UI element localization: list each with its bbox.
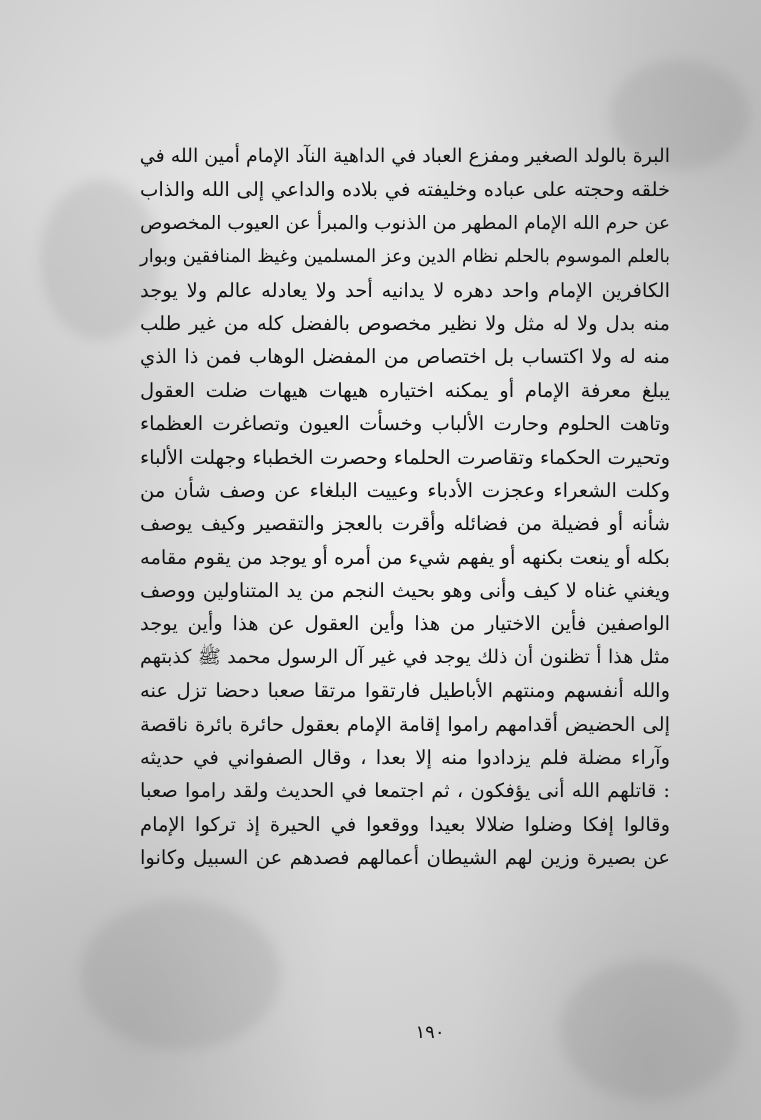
text-line-11: وكلت الشعراء وعجزت الأدباء وعييت البلغاء عن وصف شأن من [140,478,670,502]
text-line-7: منه له ولا اكتساب بل اختصاص من المفضل الوهاب فمن ذا الذي [140,345,670,369]
text-line-6: منه بدل ولا له مثل ولا نظير مخصوص بالفضل كله من غير طلب [140,311,670,335]
paper-stain [560,960,740,1100]
text-line-12: شأنه أو فضيلة من فضائله وأقرت بالعجز والتقصير وكيف يوصف [140,512,670,536]
text-line-16: مثل هذا أ تظنون أن ذلك يوجد في غير آل الرسول محمد ﷺ كذبتهم [140,645,670,668]
text-line-13: بكله أو ينعت بكنهه أو يفهم شيء من أمره أو يوجد من يقوم مقامه [140,545,670,569]
text-line-8: يبلغ معرفة الإمام أو يمكنه اختياره هيهات هيهات ضلت العقول [140,378,670,402]
text-line-17: والله أنفسهم ومنتهم الأباطيل فارتقوا مرتقا صعبا دحضا تزل عنه [140,679,670,703]
text-line-5: الكافرين الإمام واحد دهره لا يدانيه أحد ولا يعادله عالم ولا يوجد [140,278,670,302]
text-line-4: بالعلم الموسوم بالحلم نظام الدين وعز المسلمين وغيظ المنافقين وبوار [140,246,670,268]
text-line-21: وقالوا إفكا وضلوا ضلالا بعيدا ووقعوا في الحيرة إذ تركوا الإمام [140,812,670,836]
text-line-2: خلقه وحجته على عباده وخليفته في بلاده والداعي إلى الله والذاب [140,178,670,202]
text-line-18: إلى الحضيض أقدامهم راموا إقامة الإمام بعقول حائرة بائرة ناقصة [140,712,670,736]
text-line-22: عن بصيرة وزين لهم الشيطان أعمالهم فصدهم عن السبيل وكانوا [140,846,670,870]
text-line-20: : قاتلهم الله أنى يؤفكون ، ثم اجتمعا في الحديث ولقد راموا صعبا [140,779,670,803]
text-line-10: وتحيرت الحكماء وتقاصرت الحلماء وحصرت الخطباء وجهلت الألباء [140,445,670,469]
paper-stain [80,900,280,1050]
body-text [140,140,670,875]
text-line-15: الواصفين فأين الاختيار من هذا وأين العقول عن هذا وأين يوجد [140,612,670,636]
text-line-14: ويغني غناه لا كيف وأنى وهو بحيث النجم من يد المتناولين ووصف [140,579,670,603]
page-number: ١٩٠ [415,1022,445,1043]
text-line-3: عن حرم الله الإمام المطهر من الذنوب والمبرأ عن العيوب المخصوص [140,212,670,234]
text-line-9: وتاهت الحلوم وحارت الألباب وخسأت العيون وتصاغرت العظماء [140,412,670,436]
text-line-19: وآراء مضلة فلم يزدادوا منه إلا بعدا ، وقال الصفواني في حديثه [140,746,670,770]
text-line-1: البرة بالولد الصغير ومفزع العباد في الداهية النآد الإمام أمين الله في [139,145,670,167]
